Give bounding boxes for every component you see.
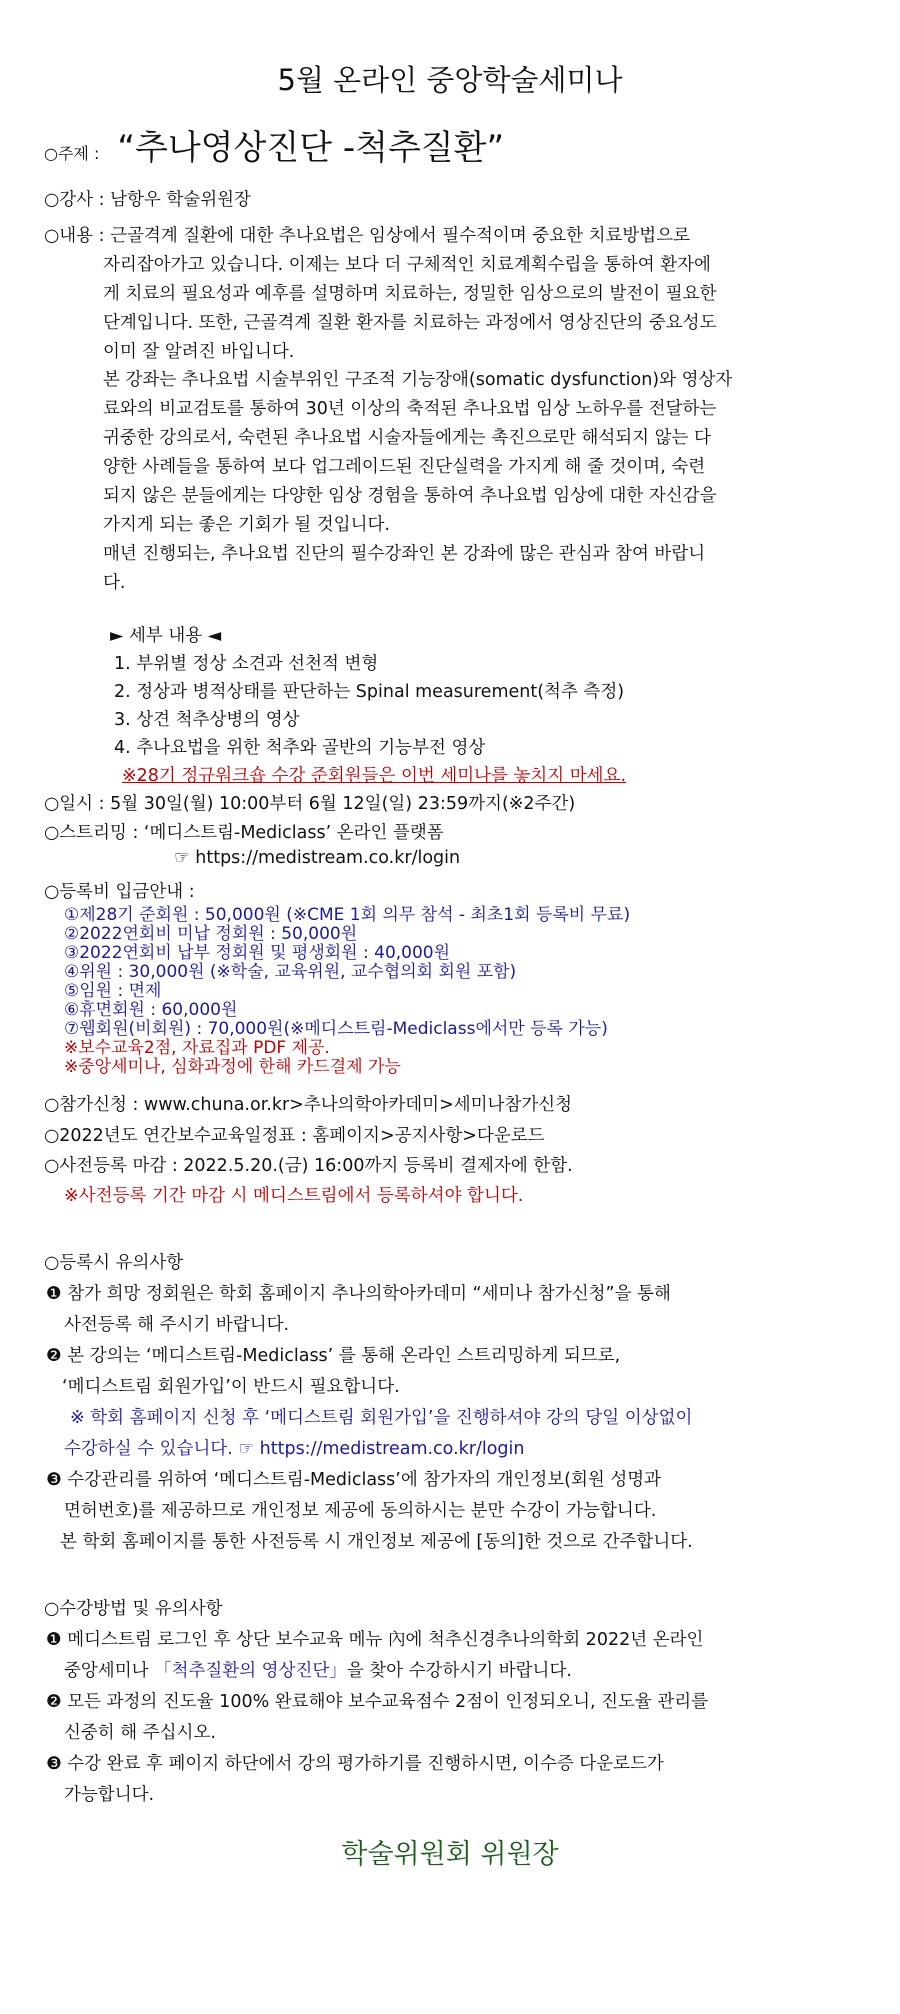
application-info: ○참가신청 : www.chuna.or.kr>추나의학아카데미>세미나참가신청	[44, 1095, 573, 1115]
streaming-line: ○스트리밍 : ‘메디스트림-Mediclass’ 온라인 플랫폼	[44, 823, 444, 843]
content-p3-line-2: 다.	[103, 573, 126, 593]
registration-note-2-cont: ‘메디스트림 회원가입’이 반드시 필요합니다.	[62, 1377, 400, 1397]
subject-title: “추나영상진단 -척추질환”	[117, 128, 505, 168]
details-item-3: 3. 상견 척추상병의 영상	[114, 710, 300, 730]
fee-item-5: ⑤임원 : 면제	[64, 981, 162, 1001]
details-item-4: 4. 추나요법을 위한 척추와 골반의 기능부전 영상	[114, 738, 486, 758]
registration-note-3: ❸ 수강관리를 위하여 ‘메디스트림-Mediclass’에 참가자의 개인정보(회원 성명과	[46, 1470, 662, 1490]
registration-note-2-blue-cont[interactable]: 수강하실 수 있습니다. ☞ https://medistream.co.kr/login	[64, 1439, 525, 1459]
content-line-2: 자리잡아가고 있습니다. 이제는 보다 더 구체적인 치료계획수립을 통하여 환자에	[103, 255, 711, 275]
content-p3-line-1: 매년 진행되는, 추나요법 진단의 필수강좌인 본 강좌에 많은 관심과 참여 바랍니	[103, 544, 706, 564]
content-p2-line-5: 되지 않은 분들에게는 다양한 임상 경험을 통하여 추나요법 임상에 대한 자신감을	[103, 486, 717, 506]
method-1-pre: 중앙세미나	[64, 1661, 155, 1681]
content-p2-line-6: 가지게 되는 좋은 기회가 될 것입니다.	[103, 515, 390, 535]
method-3: ❸ 수강 완료 후 페이지 하단에서 강의 평가하기를 진행하시면, 이수증 다운로드가	[46, 1754, 664, 1774]
fee-note-2: ※중앙세미나, 심화과정에 한해 카드결제 가능	[64, 1057, 401, 1077]
lecturer: ○강사 : 남항우 학술위원장	[44, 190, 251, 210]
method-1-post: 을 찾아 수강하시기 바랍니다.	[346, 1661, 572, 1681]
method-3-cont: 가능합니다.	[64, 1785, 155, 1805]
registration-note-3-cont-2: 본 학회 홈페이지를 통한 사전등록 시 개인정보 제공에 [동의]한 것으로 간주합니다.	[60, 1532, 693, 1552]
details-notice: ※28기 정규워크숍 수강 준회원들은 이번 세미나를 놓치지 마세요.	[122, 766, 627, 786]
pre-registration-info: ○사전등록 마감 : 2022.5.20.(금) 16:00까지 등록비 결제자에 한함.	[44, 1156, 573, 1176]
signature: 학술위원회 위원장	[341, 1839, 559, 1870]
registration-note-1-cont: 사전등록 해 주시기 바랍니다.	[64, 1315, 290, 1335]
fee-item-1: ①제28기 준회원 : 50,000원 (※CME 1회 의무 참석 - 최초1회 등록비 무료)	[64, 905, 631, 925]
subject-label: ○주제 :	[44, 144, 100, 163]
registration-note-3-cont: 면허번호)를 제공하므로 개인정보 제공에 동의하시는 분만 수강이 가능합니다.	[64, 1501, 657, 1521]
method-1-cont	[64, 1657, 572, 1682]
details-item-1: 1. 부위별 정상 소견과 선천적 변형	[114, 654, 379, 674]
method-2-cont: 신중히 해 주십시오.	[64, 1723, 216, 1743]
content-p2-line-4: 양한 사례들을 통하여 보다 업그레이드된 진단실력을 가지게 해 줄 것이며, 숙련	[103, 457, 706, 477]
fees-header: ○등록비 입금안내 :	[44, 882, 195, 902]
fee-item-4: ④위원 : 30,000원 (※학술, 교육위원, 교수협의회 회원 포함)	[64, 962, 517, 982]
registration-notes-header: ○등록시 유의사항	[44, 1253, 184, 1273]
content-line-3: 게 치료의 필요성과 예후를 설명하며 치료하는, 정밀한 임상으로의 발전이 필요한	[103, 284, 717, 304]
fee-item-3: ③2022연회비 납부 정회원 및 평생회원 : 40,000원	[64, 943, 451, 963]
subject	[44, 120, 504, 169]
registration-note-2: ❷ 본 강의는 ‘메디스트림-Mediclass’ 를 통해 온라인 스트리밍하게 되므로,	[46, 1346, 621, 1366]
education-schedule-info: ○2022년도 연간보수교육일정표 : 홈페이지>공지사항>다운로드	[44, 1126, 545, 1146]
content-line-4: 단계입니다. 또한, 근골격계 질환 환자를 치료하는 과정에서 영상진단의 중요성도	[103, 313, 717, 333]
page-title: 5월 온라인 중앙학술세미나	[277, 63, 623, 97]
fee-item-7: ⑦웹회원(비회원) : 70,000원(※메디스트림-Mediclass에서만 등록 가능)	[64, 1019, 608, 1039]
schedule: ○일시 : 5월 30일(월) 10:00부터 6월 12일(일) 23:59까지(※2주간)	[44, 794, 576, 814]
content-line-1: ○내용 : 근골격계 질환에 대한 추나요법은 임상에서 필수적이며 중요한 치료방법으로	[44, 226, 690, 246]
content-p2-line-3: 귀중한 강의로서, 숙련된 추나요법 시술자들에게는 촉진으로만 해석되지 않는 다	[103, 428, 711, 448]
fee-item-6: ⑥휴면회원 : 60,000원	[64, 1000, 238, 1020]
method-header: ○수강방법 및 유의사항	[44, 1599, 223, 1619]
method-1-course: 「척추질환의 영상진단」	[154, 1661, 347, 1681]
details-item-2: 2. 정상과 병적상태를 판단하는 Spinal measurement(척추 측정)	[114, 682, 625, 702]
method-1: ❶ 메디스트림 로그인 후 상단 보수교육 메뉴 內에 척추신경추나의학회 2022년 온라인	[46, 1630, 704, 1650]
details-header: ► 세부 내용 ◄	[110, 626, 222, 646]
registration-note-2-blue: ※ 학회 홈페이지 신청 후 ‘메디스트림 회원가입’을 진행하셔야 강의 당일 이상없이	[70, 1408, 693, 1428]
fee-note-1: ※보수교육2점, 자료집과 PDF 제공.	[64, 1038, 330, 1058]
content-p2-line-1: 본 강좌는 추나요법 시술부위인 구조적 기능장애(somatic dysfunction)와 영상자	[103, 370, 733, 390]
method-2: ❷ 모든 과정의 진도율 100% 완료해야 보수교육점수 2점이 인정되오니, 진도율 관리를	[46, 1692, 709, 1712]
content-line-5: 이미 잘 알려진 바입니다.	[103, 342, 295, 362]
fee-item-2: ②2022연회비 미납 정회원 : 50,000원	[64, 924, 358, 944]
pre-registration-note: ※사전등록 기간 마감 시 메디스트림에서 등록하셔야 합니다.	[64, 1186, 524, 1206]
content-p2-line-2: 료와의 비교검토를 통하여 30년 이상의 축적된 추나요법 임상 노하우를 전달하는	[103, 399, 717, 419]
registration-note-1: ❶ 참가 희망 정회원은 학회 홈페이지 추나의학아카데미 “세미나 참가신청”을 통해	[46, 1284, 671, 1304]
streaming-url[interactable]: ☞ https://medistream.co.kr/login	[174, 848, 461, 868]
